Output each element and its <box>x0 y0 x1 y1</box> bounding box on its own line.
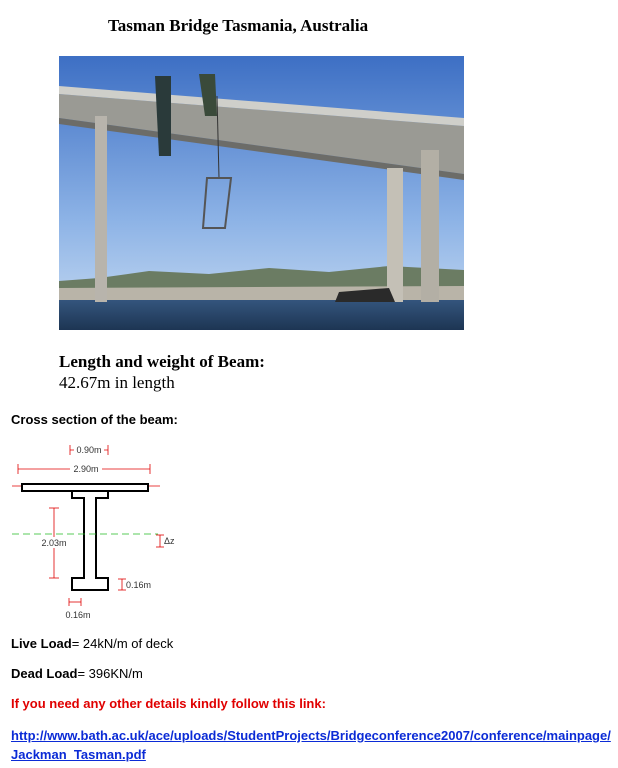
details-link[interactable]: http://www.bath.ac.uk/ace/uploads/StudentProjects/Bridgeconference2007/conference/mainpage/Jackman_Tasman.pdf <box>11 728 611 762</box>
web-thickness-label: 0.16m <box>65 610 91 620</box>
beam-cross-section-diagram <box>10 440 190 625</box>
bottom-flange-dimension <box>118 579 151 590</box>
bottom-flange-thickness-label: 0.16m <box>126 580 152 590</box>
live-load-line <box>11 636 173 651</box>
delta-z-label: Δz <box>164 536 175 546</box>
beam-length-text: 42.67m in length <box>59 373 175 392</box>
flange-width-label: 0.90m <box>76 445 102 455</box>
depth-label: 2.03m <box>41 538 67 548</box>
delta-z-marker <box>156 535 175 547</box>
live-load-value: = 24kN/m of deck <box>71 636 174 651</box>
cross-section-heading: Cross section of the beam: <box>11 412 178 427</box>
page-title: Tasman Bridge Tasmania, Australia <box>108 16 369 35</box>
deck-width-dimension <box>18 463 150 474</box>
dead-load-value: = 396KN/m <box>77 666 143 681</box>
details-note: If you need any other details kindly follow this link: <box>11 696 326 711</box>
bridge-photo <box>59 56 464 330</box>
beam-heading: Length and weight of Beam: <box>59 352 265 371</box>
flange-width-dimension <box>70 444 108 455</box>
live-load-label: Live Load <box>11 636 72 651</box>
dead-load-line <box>11 666 143 681</box>
web-thickness-dimension <box>65 598 90 620</box>
dead-load-label: Dead Load <box>11 666 78 681</box>
deck-width-label: 2.90m <box>73 464 99 474</box>
depth-dimension <box>38 508 70 578</box>
